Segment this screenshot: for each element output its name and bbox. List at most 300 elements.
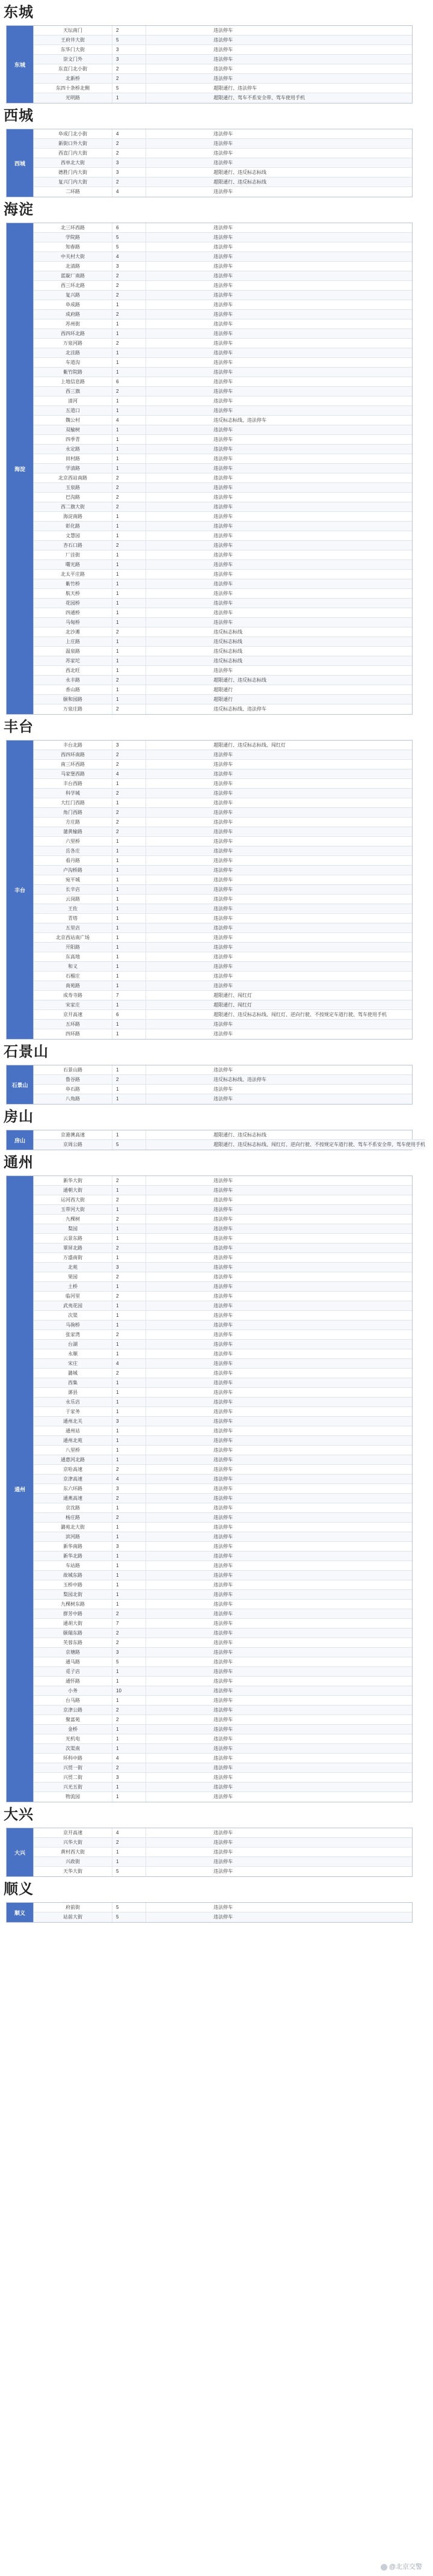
location-cell: 潞苑北大街 (34, 1523, 112, 1532)
location-cell: 王佐 (34, 904, 112, 913)
count-cell: 5 (112, 242, 146, 251)
violation-type-cell: 违法停车 (213, 819, 233, 825)
location-cell: 京沈路 (34, 1503, 112, 1512)
violation-type-cell: 违法停车 (213, 1245, 233, 1251)
count-cell: 2 (112, 149, 146, 158)
location-cell: 群芳中路 (34, 1609, 112, 1618)
table-row (34, 233, 412, 242)
violation-type-cell: 违法停车 (213, 591, 233, 596)
violation-type-cell: 违法停车 (213, 466, 233, 471)
violation-type-cell: 违法停车 (213, 1390, 233, 1395)
location-cell: 巴沟路 (34, 493, 112, 502)
table-row (34, 1195, 412, 1205)
violation-type-cell: 违法停车 (213, 1370, 233, 1376)
table-row (34, 368, 412, 377)
violation-type-cell: 超限通行、闯红灯 (213, 1002, 252, 1008)
location-cell: 青塔 (34, 914, 112, 923)
count-cell: 1 (112, 1551, 146, 1561)
location-cell: 天华大街 (34, 1867, 112, 1876)
violation-type-cell: 违法停车 (213, 867, 233, 873)
location-cell: 成寿寺路 (34, 991, 112, 1000)
location-cell: 金桥 (34, 1725, 112, 1734)
violation-type-cell: 违法停车 (213, 1428, 233, 1434)
violation-type-cell: 违法停车 (213, 1775, 233, 1780)
count-cell: 3 (112, 1263, 146, 1272)
location-cell: 六里桥 (34, 837, 112, 846)
location-cell: 北新桥 (34, 74, 112, 83)
count-cell: 1 (112, 1029, 146, 1039)
count-cell: 1 (112, 579, 146, 588)
district-section (0, 1150, 433, 1802)
violation-type-cell: 违法停车 (213, 1467, 233, 1472)
location-cell: 阜石路 (34, 1085, 112, 1094)
count-cell: 2 (112, 64, 146, 73)
table-row (34, 1446, 412, 1455)
table-row (34, 1609, 412, 1619)
count-cell: 2 (112, 1176, 146, 1185)
violation-type-cell: 违法停车 (213, 1905, 233, 1910)
location-cell: 芙蓉东路 (34, 1638, 112, 1647)
location-cell: 田村路 (34, 454, 112, 463)
location-cell: 北苑 (34, 1263, 112, 1272)
table-row (34, 933, 412, 943)
count-cell: 1 (112, 608, 146, 617)
table-row (34, 1020, 412, 1029)
table-row (34, 1903, 412, 1912)
violation-type-cell: 违法停车 (213, 389, 233, 394)
table-row (34, 1320, 412, 1330)
violation-type-cell: 违法停车 (213, 1914, 233, 1920)
count-cell: 2 (112, 808, 146, 817)
table-row (34, 310, 412, 319)
count-cell: 1 (112, 981, 146, 990)
table-row (34, 139, 412, 149)
table-row (34, 1734, 412, 1744)
violation-type-cell: 违反标志标线 (213, 649, 242, 654)
count-cell: 1 (112, 599, 146, 608)
violation-type-cell: 违法停车 (213, 1592, 233, 1597)
location-cell: 五里店 (34, 923, 112, 932)
violation-type-cell: 违反标志标线、违法停车 (213, 418, 266, 423)
violation-type-cell: 违法停车 (213, 1476, 233, 1482)
table-row (34, 454, 412, 464)
violation-type-cell: 违法停车 (213, 66, 233, 72)
count-cell: 1 (112, 93, 146, 103)
violation-type-cell: 违法停车 (213, 160, 233, 165)
table-row (34, 1272, 412, 1282)
section-title: 通州 (4, 1155, 34, 1171)
location-cell: 西四环北路 (34, 329, 112, 338)
violation-type-cell: 超限通行、违反标志标线、闯红灯、逆向行驶、不按规定车道行驶、驾车不系安全带、驾车使用手机 (213, 1142, 425, 1147)
count-cell: 1 (112, 637, 146, 646)
violation-type-cell: 违法停车 (213, 331, 233, 336)
violation-type-cell: 违法停车 (213, 1707, 233, 1713)
location-cell: 东四十条桥北侧 (34, 84, 112, 93)
violation-type-cell: 违法停车 (213, 610, 233, 615)
location-cell: 魏公村 (34, 416, 112, 425)
violation-type-cell: 违法停车 (213, 1515, 233, 1520)
location-cell: 京开高速 (34, 1828, 112, 1837)
count-cell: 2 (112, 139, 146, 148)
violation-type-cell: 违法停车 (213, 1178, 233, 1183)
table-row (34, 1243, 412, 1253)
location-cell: 岳各庄 (34, 846, 112, 855)
violation-type-cell: 违法停车 (213, 1746, 233, 1751)
section-title: 顺义 (4, 1882, 34, 1897)
count-cell: 1 (112, 1503, 146, 1512)
table-row (34, 1311, 412, 1320)
count-cell: 3 (112, 45, 146, 54)
location-cell: 学院路 (34, 233, 112, 242)
count-cell: 1 (112, 866, 146, 875)
table-row (34, 45, 412, 55)
violation-type-cell: 违法停车 (213, 1021, 233, 1027)
count-cell: 3 (112, 158, 146, 167)
violation-type-cell: 违法停车 (213, 1447, 233, 1453)
violation-type-cell: 违法停车 (213, 1582, 233, 1588)
location-cell: 西集 (34, 1378, 112, 1387)
count-cell: 1 (112, 666, 146, 675)
count-cell: 1 (112, 1590, 146, 1599)
violation-type-cell: 违法停车 (213, 283, 233, 288)
violation-type-cell: 违法停车 (213, 954, 233, 960)
count-cell: 1 (112, 1094, 146, 1104)
table-row (34, 1706, 412, 1715)
violation-type-cell: 超限通行、违反标志标线 (213, 170, 266, 175)
table-row (34, 866, 412, 875)
district-section (0, 1040, 433, 1105)
location-cell: 南苑路 (34, 981, 112, 990)
count-cell: 4 (112, 252, 146, 261)
location-cell: 翠屏北路 (34, 1243, 112, 1253)
location-cell: 兴贸一街 (34, 1763, 112, 1772)
violation-type-cell: 违法停车 (213, 1303, 233, 1308)
violation-type-cell: 违法停车 (213, 369, 233, 375)
table-row (34, 416, 412, 425)
violation-type-cell: 违法停车 (213, 600, 233, 606)
location-cell: 和义 (34, 962, 112, 971)
location-cell: 厂洼街 (34, 550, 112, 559)
count-cell: 2 (112, 1638, 146, 1647)
table-row (34, 1224, 412, 1234)
location-cell: 颐和园路 (34, 695, 112, 704)
table-row (34, 358, 412, 368)
violation-type-cell: 违法停车 (213, 485, 233, 490)
location-cell: 长辛店 (34, 885, 112, 894)
table-row (34, 1029, 412, 1039)
location-cell: 车站路 (34, 1561, 112, 1570)
count-cell: 1 (112, 1340, 146, 1349)
count-cell: 1 (112, 1253, 146, 1262)
location-cell: 永丰路 (34, 676, 112, 685)
location-cell: 紫竹院路 (34, 368, 112, 377)
location-cell: 新街口外大街 (34, 139, 112, 148)
table-row (34, 589, 412, 599)
table-row (34, 129, 412, 139)
count-cell: 7 (112, 1619, 146, 1628)
table-row (34, 1292, 412, 1301)
table-row (34, 493, 412, 502)
table-row (34, 579, 412, 589)
table-row (34, 1215, 412, 1224)
location-cell: 漷县 (34, 1388, 112, 1397)
location-cell: 次渠 (34, 1311, 112, 1320)
violation-type-cell: 违法停车 (213, 1216, 233, 1222)
violation-type-cell: 超限通行、违法停车 (213, 85, 257, 91)
table-row (34, 1075, 412, 1085)
count-cell: 2 (112, 502, 146, 511)
table-row (34, 1388, 412, 1397)
count-cell: 1 (112, 550, 146, 559)
count-cell: 1 (112, 358, 146, 367)
location-cell: 知春路 (34, 242, 112, 251)
count-cell: 2 (112, 1369, 146, 1378)
table-row (34, 1359, 412, 1369)
count-cell: 5 (112, 1903, 146, 1912)
violation-type-cell: 违法停车 (213, 1438, 233, 1443)
table-row (34, 972, 412, 981)
violation-type-cell: 违法停车 (213, 244, 233, 250)
table-rows (34, 1065, 412, 1104)
violation-type-cell: 违法停车 (213, 1226, 233, 1231)
count-cell: 1 (112, 972, 146, 981)
location-cell: 玉泉路 (34, 483, 112, 492)
location-cell: 土桥 (34, 1282, 112, 1291)
violation-type-cell: 违法停车 (213, 1794, 233, 1799)
table-row (34, 1263, 412, 1272)
count-cell: 1 (112, 512, 146, 521)
table-row (34, 1744, 412, 1754)
table-row (34, 541, 412, 550)
table-row (34, 242, 412, 252)
count-cell: 1 (112, 618, 146, 627)
count-cell: 1 (112, 560, 146, 569)
location-cell: 上地信息路 (34, 377, 112, 386)
table-row (34, 1426, 412, 1436)
count-cell: 1 (112, 1677, 146, 1686)
location-cell: 成府路 (34, 310, 112, 319)
count-cell: 1 (112, 1311, 146, 1320)
table-row (34, 1696, 412, 1706)
table-row (34, 637, 412, 647)
violation-type-cell: 违法停车 (213, 292, 233, 298)
location-cell: 石榴庄 (34, 972, 112, 981)
violation-type-cell: 违法停车 (213, 562, 233, 567)
location-cell: 天坛南门 (34, 26, 112, 35)
count-cell: 2 (112, 827, 146, 836)
violation-type-cell: 违法停车 (213, 1409, 233, 1414)
table-row (34, 281, 412, 291)
location-cell: 西直门内大街 (34, 149, 112, 158)
location-cell: 车道沟 (34, 358, 112, 367)
count-cell: 2 (112, 627, 146, 636)
location-cell: 彰化路 (34, 522, 112, 531)
table-row (34, 1349, 412, 1359)
location-cell: 海淀南路 (34, 512, 112, 521)
count-cell: 1 (112, 1857, 146, 1866)
count-cell: 1 (112, 1446, 146, 1455)
location-cell: 京哈高速 (34, 1465, 112, 1474)
count-cell: 1 (112, 348, 146, 357)
district-label: 西城 (7, 129, 34, 197)
table-row (34, 1417, 412, 1426)
violation-type-cell: 违反标志标线、违法停车 (213, 1077, 266, 1082)
violation-type-cell: 违法停车 (213, 37, 233, 43)
count-cell: 1 (112, 1523, 146, 1532)
location-cell: 运河西大街 (34, 1195, 112, 1204)
location-cell: 九棵树东路 (34, 1600, 112, 1609)
violation-type-cell: 违法停车 (213, 935, 233, 940)
table-row (34, 1542, 412, 1551)
location-cell: 东高地 (34, 952, 112, 961)
violation-type-cell: 违法停车 (213, 543, 233, 548)
count-cell: 2 (112, 1272, 146, 1281)
watermark-text: @北京交警 (388, 2563, 422, 2571)
table-row (34, 522, 412, 531)
violation-type-cell: 超限通行、驾车不系安全带、驾车使用手机 (213, 95, 305, 100)
count-cell: 5 (112, 1867, 146, 1876)
violation-type-cell: 违法停车 (213, 321, 233, 327)
violation-type-cell: 违法停车 (213, 1486, 233, 1491)
count-cell: 2 (112, 310, 146, 319)
location-cell: 航天桥 (34, 589, 112, 598)
table-row (34, 531, 412, 541)
violation-table (6, 223, 413, 715)
location-cell: 京港澳高速 (34, 1130, 112, 1139)
violation-type-cell: 违反标志标线 (213, 629, 242, 635)
location-cell: 温泉路 (34, 647, 112, 656)
count-cell: 1 (112, 1224, 146, 1233)
table-row (34, 473, 412, 483)
table-row (34, 1436, 412, 1446)
count-cell: 2 (112, 271, 146, 280)
location-cell: 通朝大街 (34, 1186, 112, 1195)
table-row (34, 348, 412, 358)
location-cell: 故城东路 (34, 1571, 112, 1580)
district-label: 通州 (7, 1176, 34, 1802)
count-cell: 1 (112, 1378, 146, 1387)
location-cell: 丰台北路 (34, 741, 112, 750)
violation-type-cell: 违法停车 (213, 1717, 233, 1722)
violation-type-cell: 违法停车 (213, 533, 233, 538)
violation-type-cell: 违法停车 (213, 1698, 233, 1703)
location-cell: 二环路 (34, 187, 112, 197)
table-row (34, 26, 412, 35)
violation-type-cell: 超限通行 (213, 697, 233, 702)
location-cell: 东华门大街 (34, 45, 112, 54)
location-cell: 通马路 (34, 1657, 112, 1666)
location-cell: 兴光五街 (34, 1783, 112, 1792)
count-cell: 1 (112, 1580, 146, 1589)
location-cell: 通州站 (34, 1426, 112, 1435)
count-cell: 1 (112, 1186, 146, 1195)
count-cell: 1 (112, 1282, 146, 1291)
count-cell: 5 (112, 1912, 146, 1922)
table-row (34, 1513, 412, 1523)
table-rows (34, 1130, 425, 1150)
table-row (34, 55, 412, 64)
table-row (34, 1561, 412, 1571)
count-cell: 1 (112, 1130, 146, 1139)
location-cell: 武夷花园 (34, 1301, 112, 1310)
table-row (34, 1253, 412, 1263)
table-row (34, 74, 412, 84)
location-cell: 新华北路 (34, 1551, 112, 1561)
table-row (34, 1330, 412, 1340)
table-row (34, 387, 412, 396)
table-row (34, 1085, 412, 1094)
location-cell: 东直门北小街 (34, 64, 112, 73)
location-cell: 北三环西路 (34, 223, 112, 232)
table-row (34, 1783, 412, 1792)
location-cell: 永乐店 (34, 1397, 112, 1407)
violation-type-cell: 违法停车 (213, 57, 233, 62)
count-cell: 5 (112, 233, 146, 242)
table-row (34, 608, 412, 618)
count-cell: 2 (112, 291, 146, 300)
section-title: 西城 (4, 108, 34, 124)
violation-type-cell: 违法停车 (213, 1342, 233, 1347)
location-cell: 永定路 (34, 445, 112, 454)
location-cell: 宋庄 (34, 1359, 112, 1368)
weibo-icon (381, 2564, 387, 2571)
count-cell: 6 (112, 377, 146, 386)
violation-type-cell: 违法停车 (213, 1755, 233, 1761)
table-row (34, 560, 412, 570)
table-row (34, 187, 412, 197)
district-label: 房山 (7, 1130, 34, 1150)
violation-type-cell: 违法停车 (213, 302, 233, 307)
count-cell: 1 (112, 1667, 146, 1676)
violation-type-cell: 违法停车 (213, 668, 233, 673)
table-row (34, 291, 412, 300)
location-cell: 阜成路 (34, 300, 112, 309)
location-cell: 五环路 (34, 1020, 112, 1029)
count-cell: 1 (112, 1696, 146, 1705)
count-cell: 1 (112, 943, 146, 952)
table-row (34, 1912, 412, 1922)
table-row (34, 502, 412, 512)
violation-type-cell: 违法停车 (213, 973, 233, 979)
violation-type-cell: 违法停车 (213, 1067, 233, 1073)
count-cell: 1 (112, 904, 146, 913)
location-cell: 五道口 (34, 406, 112, 415)
count-cell: 1 (112, 435, 146, 444)
table-row (34, 271, 412, 281)
violation-type-cell: 违法停车 (213, 340, 233, 346)
table-row (34, 1010, 412, 1020)
count-cell: 3 (112, 55, 146, 64)
count-cell: 2 (112, 750, 146, 759)
location-cell: 科学城 (34, 789, 112, 798)
violation-type-cell: 违法停车 (213, 752, 233, 757)
district-section (0, 1802, 433, 1877)
location-cell: 丰台西路 (34, 779, 112, 788)
location-cell: 石景山路 (34, 1065, 112, 1074)
violation-type-cell: 违法停车 (213, 495, 233, 500)
location-cell: 滨河路 (34, 1532, 112, 1541)
table-row (34, 656, 412, 666)
count-cell: 4 (112, 1359, 146, 1368)
table-row (34, 1503, 412, 1513)
violation-type-cell: 违法停车 (213, 312, 233, 317)
count-cell: 2 (112, 339, 146, 348)
table-row (34, 827, 412, 837)
table-row (34, 1773, 412, 1783)
location-cell: 上庄路 (34, 637, 112, 646)
count-cell: 1 (112, 1234, 146, 1243)
count-cell: 1 (112, 1734, 146, 1743)
